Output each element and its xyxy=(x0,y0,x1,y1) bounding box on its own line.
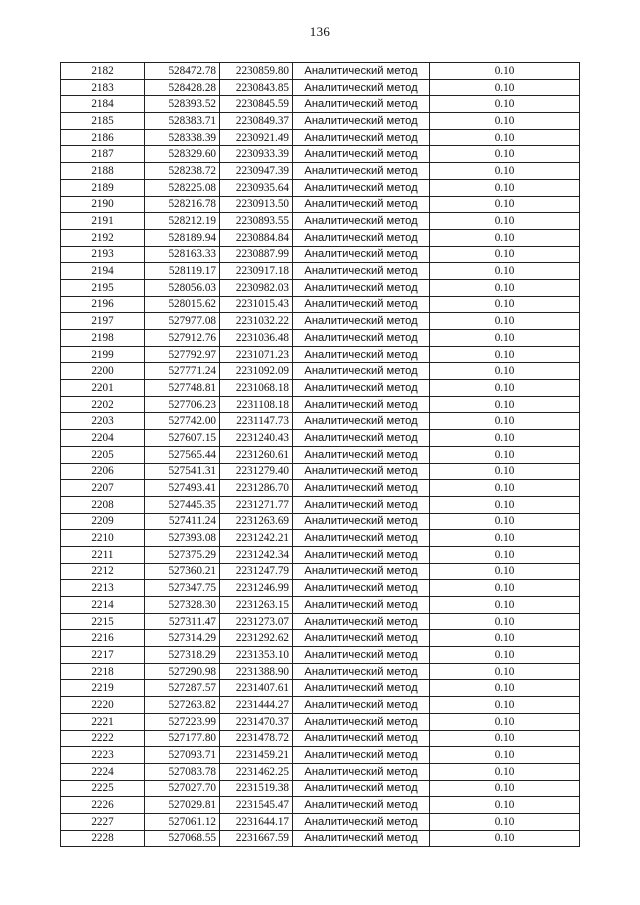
method-cell: Аналитический метод xyxy=(293,530,430,547)
coordinates-table-container xyxy=(60,62,580,847)
point-number-cell: 2221 xyxy=(61,713,145,730)
method-cell: Аналитический метод xyxy=(293,263,430,280)
y-coordinate-cell: 2230849.37 xyxy=(220,113,293,130)
x-coordinate-cell: 527360.21 xyxy=(145,563,220,580)
point-number-cell: 2209 xyxy=(61,513,145,530)
accuracy-cell: 0.10 xyxy=(430,713,580,730)
x-coordinate-cell: 527029.81 xyxy=(145,797,220,814)
method-cell: Аналитический метод xyxy=(293,146,430,163)
accuracy-cell: 0.10 xyxy=(430,563,580,580)
table-row xyxy=(61,163,580,180)
y-coordinate-cell: 2230884.84 xyxy=(220,229,293,246)
method-cell: Аналитический метод xyxy=(293,313,430,330)
point-number-cell: 2189 xyxy=(61,179,145,196)
accuracy-cell: 0.10 xyxy=(430,463,580,480)
point-number-cell: 2213 xyxy=(61,580,145,597)
x-coordinate-cell: 528189.94 xyxy=(145,229,220,246)
method-cell: Аналитический метод xyxy=(293,129,430,146)
table-row xyxy=(61,380,580,397)
table-row xyxy=(61,79,580,96)
x-coordinate-cell: 527493.41 xyxy=(145,480,220,497)
method-cell: Аналитический метод xyxy=(293,296,430,313)
x-coordinate-cell: 527541.31 xyxy=(145,463,220,480)
point-number-cell: 2226 xyxy=(61,797,145,814)
point-number-cell: 2222 xyxy=(61,730,145,747)
y-coordinate-cell: 2231271.77 xyxy=(220,496,293,513)
accuracy-cell: 0.10 xyxy=(430,380,580,397)
table-row xyxy=(61,530,580,547)
point-number-cell: 2202 xyxy=(61,396,145,413)
accuracy-cell: 0.10 xyxy=(430,513,580,530)
y-coordinate-cell: 2231292.62 xyxy=(220,630,293,647)
y-coordinate-cell: 2231242.21 xyxy=(220,530,293,547)
y-coordinate-cell: 2230982.03 xyxy=(220,279,293,296)
y-coordinate-cell: 2231459.21 xyxy=(220,747,293,764)
x-coordinate-cell: 527445.35 xyxy=(145,496,220,513)
table-row xyxy=(61,330,580,347)
method-cell: Аналитический метод xyxy=(293,647,430,664)
point-number-cell: 2194 xyxy=(61,263,145,280)
accuracy-cell: 0.10 xyxy=(430,213,580,230)
method-cell: Аналитический метод xyxy=(293,730,430,747)
table-row xyxy=(61,263,580,280)
x-coordinate-cell: 527328.30 xyxy=(145,597,220,614)
y-coordinate-cell: 2231545.47 xyxy=(220,797,293,814)
y-coordinate-cell: 2231246.99 xyxy=(220,580,293,597)
y-coordinate-cell: 2231279.40 xyxy=(220,463,293,480)
accuracy-cell: 0.10 xyxy=(430,630,580,647)
x-coordinate-cell: 527311.47 xyxy=(145,613,220,630)
method-cell: Аналитический метод xyxy=(293,246,430,263)
y-coordinate-cell: 2231263.69 xyxy=(220,513,293,530)
point-number-cell: 2228 xyxy=(61,830,145,847)
page-number: 136 xyxy=(309,24,331,39)
point-number-cell: 2218 xyxy=(61,663,145,680)
point-number-cell: 2204 xyxy=(61,430,145,447)
table-row xyxy=(61,647,580,664)
x-coordinate-cell: 528428.28 xyxy=(145,79,220,96)
table-row xyxy=(61,496,580,513)
method-cell: Аналитический метод xyxy=(293,413,430,430)
accuracy-cell: 0.10 xyxy=(430,597,580,614)
accuracy-cell: 0.10 xyxy=(430,496,580,513)
accuracy-cell: 0.10 xyxy=(430,129,580,146)
accuracy-cell: 0.10 xyxy=(430,697,580,714)
method-cell: Аналитический метод xyxy=(293,546,430,563)
table-row xyxy=(61,480,580,497)
y-coordinate-cell: 2231444.27 xyxy=(220,697,293,714)
accuracy-cell: 0.10 xyxy=(430,63,580,80)
y-coordinate-cell: 2230893.55 xyxy=(220,213,293,230)
x-coordinate-cell: 527093.71 xyxy=(145,747,220,764)
x-coordinate-cell: 527565.44 xyxy=(145,446,220,463)
point-number-cell: 2197 xyxy=(61,313,145,330)
y-coordinate-cell: 2231667.59 xyxy=(220,830,293,847)
y-coordinate-cell: 2230947.39 xyxy=(220,163,293,180)
table-row xyxy=(61,680,580,697)
point-number-cell: 2220 xyxy=(61,697,145,714)
table-row xyxy=(61,296,580,313)
x-coordinate-cell: 527083.78 xyxy=(145,763,220,780)
method-cell: Аналитический метод xyxy=(293,79,430,96)
table-row xyxy=(61,830,580,847)
method-cell: Аналитический метод xyxy=(293,113,430,130)
accuracy-cell: 0.10 xyxy=(430,830,580,847)
y-coordinate-cell: 2231108.18 xyxy=(220,396,293,413)
accuracy-cell: 0.10 xyxy=(430,680,580,697)
x-coordinate-cell: 528383.71 xyxy=(145,113,220,130)
accuracy-cell: 0.10 xyxy=(430,813,580,830)
accuracy-cell: 0.10 xyxy=(430,146,580,163)
point-number-cell: 2227 xyxy=(61,813,145,830)
x-coordinate-cell: 528472.78 xyxy=(145,63,220,80)
method-cell: Аналитический метод xyxy=(293,363,430,380)
table-row xyxy=(61,663,580,680)
x-coordinate-cell: 527912.76 xyxy=(145,330,220,347)
y-coordinate-cell: 2231068.18 xyxy=(220,380,293,397)
point-number-cell: 2214 xyxy=(61,597,145,614)
point-number-cell: 2223 xyxy=(61,747,145,764)
accuracy-cell: 0.10 xyxy=(430,346,580,363)
accuracy-cell: 0.10 xyxy=(430,96,580,113)
y-coordinate-cell: 2230887.99 xyxy=(220,246,293,263)
y-coordinate-cell: 2231353.10 xyxy=(220,647,293,664)
y-coordinate-cell: 2230845.59 xyxy=(220,96,293,113)
point-number-cell: 2219 xyxy=(61,680,145,697)
accuracy-cell: 0.10 xyxy=(430,196,580,213)
table-row xyxy=(61,446,580,463)
method-cell: Аналитический метод xyxy=(293,330,430,347)
coordinates-table xyxy=(60,62,580,847)
method-cell: Аналитический метод xyxy=(293,279,430,296)
x-coordinate-cell: 528015.62 xyxy=(145,296,220,313)
point-number-cell: 2207 xyxy=(61,480,145,497)
method-cell: Аналитический метод xyxy=(293,346,430,363)
point-number-cell: 2217 xyxy=(61,647,145,664)
table-row xyxy=(61,813,580,830)
method-cell: Аналитический метод xyxy=(293,463,430,480)
method-cell: Аналитический метод xyxy=(293,697,430,714)
accuracy-cell: 0.10 xyxy=(430,113,580,130)
accuracy-cell: 0.10 xyxy=(430,546,580,563)
x-coordinate-cell: 527977.08 xyxy=(145,313,220,330)
y-coordinate-cell: 2231071.23 xyxy=(220,346,293,363)
accuracy-cell: 0.10 xyxy=(430,413,580,430)
table-row xyxy=(61,129,580,146)
point-number-cell: 2225 xyxy=(61,780,145,797)
x-coordinate-cell: 528119.17 xyxy=(145,263,220,280)
point-number-cell: 2215 xyxy=(61,613,145,630)
y-coordinate-cell: 2231407.61 xyxy=(220,680,293,697)
y-coordinate-cell: 2230913.50 xyxy=(220,196,293,213)
accuracy-cell: 0.10 xyxy=(430,229,580,246)
x-coordinate-cell: 527061.12 xyxy=(145,813,220,830)
point-number-cell: 2206 xyxy=(61,463,145,480)
x-coordinate-cell: 528163.33 xyxy=(145,246,220,263)
x-coordinate-cell: 527314.29 xyxy=(145,630,220,647)
accuracy-cell: 0.10 xyxy=(430,163,580,180)
point-number-cell: 2208 xyxy=(61,496,145,513)
method-cell: Аналитический метод xyxy=(293,480,430,497)
table-row xyxy=(61,229,580,246)
accuracy-cell: 0.10 xyxy=(430,430,580,447)
method-cell: Аналитический метод xyxy=(293,96,430,113)
x-coordinate-cell: 528056.03 xyxy=(145,279,220,296)
table-row xyxy=(61,797,580,814)
x-coordinate-cell: 527287.57 xyxy=(145,680,220,697)
method-cell: Аналитический метод xyxy=(293,797,430,814)
table-row xyxy=(61,346,580,363)
method-cell: Аналитический метод xyxy=(293,229,430,246)
table-body xyxy=(61,63,580,847)
method-cell: Аналитический метод xyxy=(293,813,430,830)
table-row xyxy=(61,430,580,447)
method-cell: Аналитический метод xyxy=(293,196,430,213)
y-coordinate-cell: 2230843.85 xyxy=(220,79,293,96)
point-number-cell: 2183 xyxy=(61,79,145,96)
y-coordinate-cell: 2230935.64 xyxy=(220,179,293,196)
table-row xyxy=(61,613,580,630)
point-number-cell: 2193 xyxy=(61,246,145,263)
y-coordinate-cell: 2230921.49 xyxy=(220,129,293,146)
method-cell: Аналитический метод xyxy=(293,780,430,797)
method-cell: Аналитический метод xyxy=(293,396,430,413)
table-row xyxy=(61,313,580,330)
point-number-cell: 2210 xyxy=(61,530,145,547)
x-coordinate-cell: 528212.19 xyxy=(145,213,220,230)
point-number-cell: 2212 xyxy=(61,563,145,580)
accuracy-cell: 0.10 xyxy=(430,730,580,747)
accuracy-cell: 0.10 xyxy=(430,279,580,296)
accuracy-cell: 0.10 xyxy=(430,613,580,630)
method-cell: Аналитический метод xyxy=(293,496,430,513)
y-coordinate-cell: 2231388.90 xyxy=(220,663,293,680)
method-cell: Аналитический метод xyxy=(293,563,430,580)
table-row xyxy=(61,563,580,580)
accuracy-cell: 0.10 xyxy=(430,263,580,280)
y-coordinate-cell: 2230917.18 xyxy=(220,263,293,280)
accuracy-cell: 0.10 xyxy=(430,480,580,497)
accuracy-cell: 0.10 xyxy=(430,763,580,780)
table-row xyxy=(61,697,580,714)
y-coordinate-cell: 2231242.34 xyxy=(220,546,293,563)
accuracy-cell: 0.10 xyxy=(430,647,580,664)
point-number-cell: 2196 xyxy=(61,296,145,313)
x-coordinate-cell: 527607.15 xyxy=(145,430,220,447)
y-coordinate-cell: 2231247.79 xyxy=(220,563,293,580)
method-cell: Аналитический метод xyxy=(293,380,430,397)
method-cell: Аналитический метод xyxy=(293,430,430,447)
point-number-cell: 2185 xyxy=(61,113,145,130)
point-number-cell: 2184 xyxy=(61,96,145,113)
table-row xyxy=(61,713,580,730)
x-coordinate-cell: 528238.72 xyxy=(145,163,220,180)
point-number-cell: 2190 xyxy=(61,196,145,213)
y-coordinate-cell: 2231032.22 xyxy=(220,313,293,330)
accuracy-cell: 0.10 xyxy=(430,313,580,330)
x-coordinate-cell: 527792.97 xyxy=(145,346,220,363)
x-coordinate-cell: 527223.99 xyxy=(145,713,220,730)
table-row xyxy=(61,580,580,597)
table-row xyxy=(61,513,580,530)
table-row xyxy=(61,96,580,113)
x-coordinate-cell: 528329.60 xyxy=(145,146,220,163)
table-row xyxy=(61,363,580,380)
table-row xyxy=(61,747,580,764)
x-coordinate-cell: 527068.55 xyxy=(145,830,220,847)
x-coordinate-cell: 528225.08 xyxy=(145,179,220,196)
accuracy-cell: 0.10 xyxy=(430,780,580,797)
x-coordinate-cell: 527748.81 xyxy=(145,380,220,397)
point-number-cell: 2224 xyxy=(61,763,145,780)
x-coordinate-cell: 527393.08 xyxy=(145,530,220,547)
y-coordinate-cell: 2231260.61 xyxy=(220,446,293,463)
table-row xyxy=(61,246,580,263)
y-coordinate-cell: 2231273.07 xyxy=(220,613,293,630)
accuracy-cell: 0.10 xyxy=(430,530,580,547)
method-cell: Аналитический метод xyxy=(293,830,430,847)
method-cell: Аналитический метод xyxy=(293,580,430,597)
x-coordinate-cell: 527706.23 xyxy=(145,396,220,413)
x-coordinate-cell: 527347.75 xyxy=(145,580,220,597)
x-coordinate-cell: 527318.29 xyxy=(145,647,220,664)
accuracy-cell: 0.10 xyxy=(430,663,580,680)
point-number-cell: 2201 xyxy=(61,380,145,397)
x-coordinate-cell: 527742.00 xyxy=(145,413,220,430)
y-coordinate-cell: 2231240.43 xyxy=(220,430,293,447)
method-cell: Аналитический метод xyxy=(293,763,430,780)
point-number-cell: 2200 xyxy=(61,363,145,380)
accuracy-cell: 0.10 xyxy=(430,747,580,764)
method-cell: Аналитический метод xyxy=(293,630,430,647)
accuracy-cell: 0.10 xyxy=(430,446,580,463)
point-number-cell: 2191 xyxy=(61,213,145,230)
x-coordinate-cell: 527263.82 xyxy=(145,697,220,714)
method-cell: Аналитический метод xyxy=(293,613,430,630)
x-coordinate-cell: 527027.70 xyxy=(145,780,220,797)
point-number-cell: 2211 xyxy=(61,546,145,563)
table-row xyxy=(61,597,580,614)
accuracy-cell: 0.10 xyxy=(430,580,580,597)
table-row xyxy=(61,146,580,163)
y-coordinate-cell: 2231470.37 xyxy=(220,713,293,730)
table-row xyxy=(61,213,580,230)
accuracy-cell: 0.10 xyxy=(430,330,580,347)
point-number-cell: 2199 xyxy=(61,346,145,363)
table-row xyxy=(61,113,580,130)
y-coordinate-cell: 2231015.43 xyxy=(220,296,293,313)
x-coordinate-cell: 528338.39 xyxy=(145,129,220,146)
point-number-cell: 2195 xyxy=(61,279,145,296)
x-coordinate-cell: 528393.52 xyxy=(145,96,220,113)
point-number-cell: 2205 xyxy=(61,446,145,463)
point-number-cell: 2198 xyxy=(61,330,145,347)
table-row xyxy=(61,279,580,296)
y-coordinate-cell: 2231036.48 xyxy=(220,330,293,347)
point-number-cell: 2187 xyxy=(61,146,145,163)
accuracy-cell: 0.10 xyxy=(430,797,580,814)
method-cell: Аналитический метод xyxy=(293,179,430,196)
point-number-cell: 2188 xyxy=(61,163,145,180)
table-row xyxy=(61,630,580,647)
method-cell: Аналитический метод xyxy=(293,713,430,730)
x-coordinate-cell: 528216.78 xyxy=(145,196,220,213)
x-coordinate-cell: 527375.29 xyxy=(145,546,220,563)
y-coordinate-cell: 2231092.09 xyxy=(220,363,293,380)
x-coordinate-cell: 527177.80 xyxy=(145,730,220,747)
table-row xyxy=(61,196,580,213)
y-coordinate-cell: 2231644.17 xyxy=(220,813,293,830)
accuracy-cell: 0.10 xyxy=(430,296,580,313)
table-row xyxy=(61,730,580,747)
point-number-cell: 2192 xyxy=(61,229,145,246)
method-cell: Аналитический метод xyxy=(293,213,430,230)
x-coordinate-cell: 527290.98 xyxy=(145,663,220,680)
y-coordinate-cell: 2231263.15 xyxy=(220,597,293,614)
table-row xyxy=(61,763,580,780)
method-cell: Аналитический метод xyxy=(293,446,430,463)
point-number-cell: 2203 xyxy=(61,413,145,430)
accuracy-cell: 0.10 xyxy=(430,179,580,196)
y-coordinate-cell: 2231462.25 xyxy=(220,763,293,780)
x-coordinate-cell: 527411.24 xyxy=(145,513,220,530)
accuracy-cell: 0.10 xyxy=(430,79,580,96)
table-row xyxy=(61,463,580,480)
point-number-cell: 2182 xyxy=(61,63,145,80)
table-row xyxy=(61,780,580,797)
table-row xyxy=(61,413,580,430)
method-cell: Аналитический метод xyxy=(293,163,430,180)
table-row xyxy=(61,63,580,80)
method-cell: Аналитический метод xyxy=(293,513,430,530)
x-coordinate-cell: 527771.24 xyxy=(145,363,220,380)
accuracy-cell: 0.10 xyxy=(430,396,580,413)
method-cell: Аналитический метод xyxy=(293,680,430,697)
y-coordinate-cell: 2230933.39 xyxy=(220,146,293,163)
point-number-cell: 2216 xyxy=(61,630,145,647)
method-cell: Аналитический метод xyxy=(293,663,430,680)
y-coordinate-cell: 2231478.72 xyxy=(220,730,293,747)
table-row xyxy=(61,179,580,196)
accuracy-cell: 0.10 xyxy=(430,363,580,380)
method-cell: Аналитический метод xyxy=(293,747,430,764)
table-row xyxy=(61,396,580,413)
method-cell: Аналитический метод xyxy=(293,597,430,614)
y-coordinate-cell: 2231519.38 xyxy=(220,780,293,797)
y-coordinate-cell: 2231286.70 xyxy=(220,480,293,497)
y-coordinate-cell: 2230859.80 xyxy=(220,63,293,80)
table-row xyxy=(61,546,580,563)
point-number-cell: 2186 xyxy=(61,129,145,146)
accuracy-cell: 0.10 xyxy=(430,246,580,263)
y-coordinate-cell: 2231147.73 xyxy=(220,413,293,430)
method-cell: Аналитический метод xyxy=(293,63,430,80)
